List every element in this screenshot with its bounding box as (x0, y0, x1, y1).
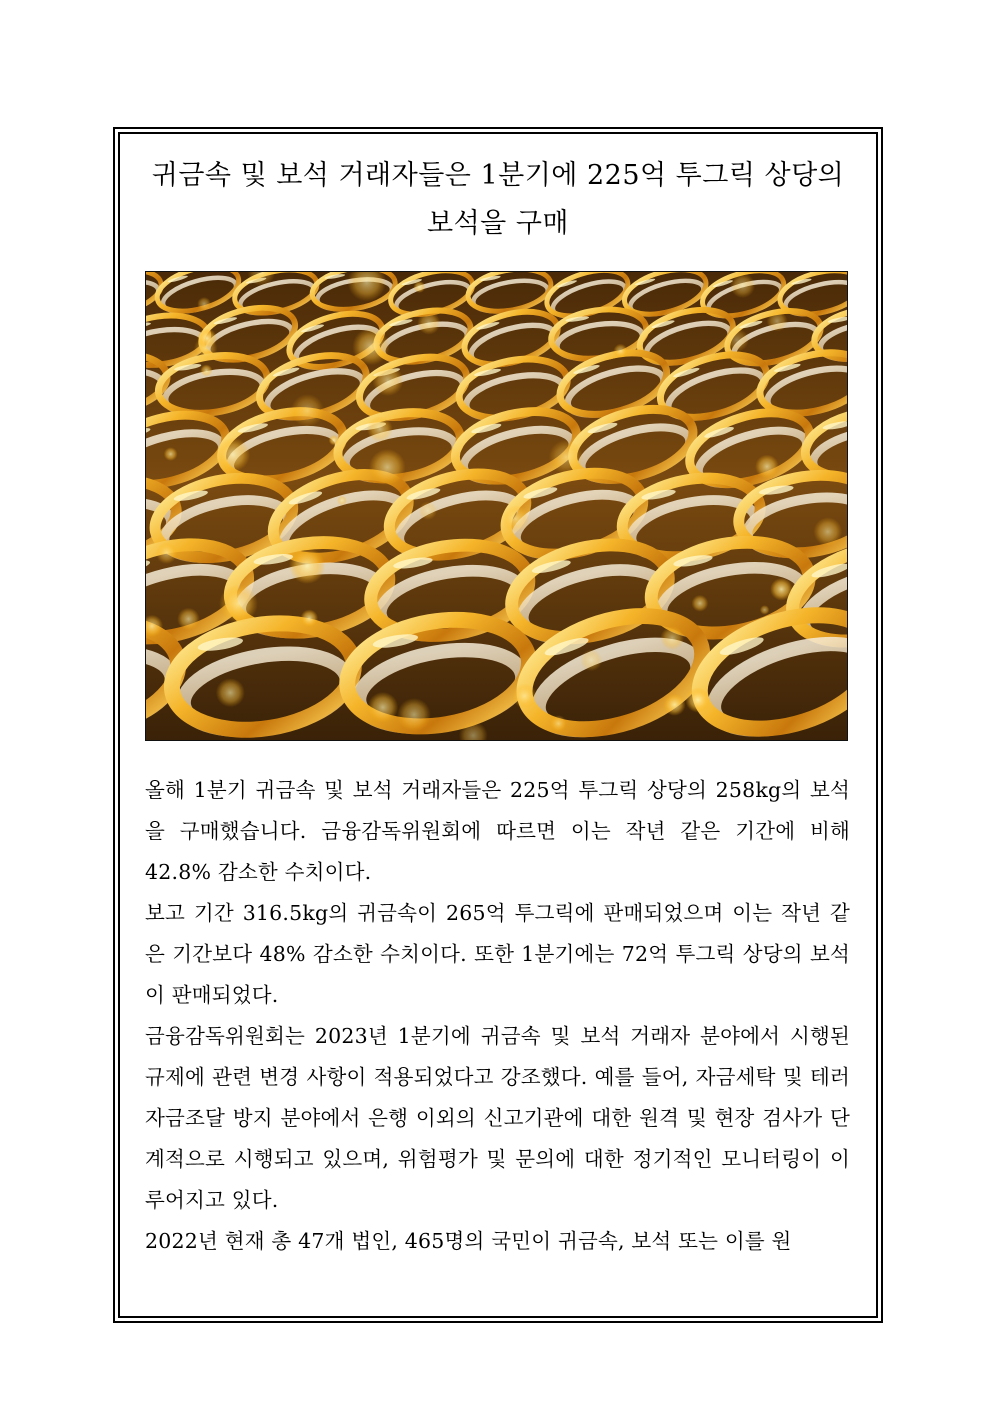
bokeh-highlight (329, 435, 339, 445)
bokeh-highlight (730, 273, 755, 298)
paragraph-1: 올해 1분기 귀금속 및 보석 거래자들은 225억 투그릭 상당의 258kg의 보석을 구매했습니다. 금융감독위원회에 따르면 이는 작년 같은 기간에 비해 42.8% 감소한 수치이다. (145, 778, 850, 884)
bokeh-highlight (502, 505, 530, 532)
paragraph-4: 2022년 현재 총 47개 법인, 465명의 국민이 귀금속, 보석 또는 이를 원 (145, 1229, 792, 1253)
bokeh-highlight (369, 449, 405, 485)
bokeh-highlight (692, 595, 709, 612)
bokeh-highlight (417, 312, 440, 335)
bokeh-highlight (291, 394, 324, 427)
bokeh-highlight (760, 605, 770, 615)
bokeh-highlight (200, 364, 212, 376)
bokeh-highlight (663, 693, 685, 715)
paragraph-2: 보고 기간 316.5kg의 귀금속이 265억 투그릭에 판매되었으며 이는 작년 같은 기간보다 48% 감소한 수치이다. 또한 1분기에는 72억 투그릭 상당의 보석이 판매되었다. (145, 901, 850, 1007)
bokeh-highlight (549, 440, 584, 474)
bokeh-highlight (550, 715, 567, 732)
title-line-2: 보석을 구매 (427, 208, 569, 239)
bokeh-highlight (685, 687, 710, 712)
paragraph-3: 금융감독위원회는 2023년 1분기에 귀금속 및 보석 거래자 분야에서 시행된 규제에 관련 변경 사항이 적용되었다고 강조했다. 예를 들어, 자금세탁 및 테러 자금조달 방지 분야에서 은행 이외의 신고기관에 대한 원격 및 현장 검사가 단계적으로 시행되고 있으며, 위험평가 및 문의에 대한 정기적인 모니터링이 이루어지고 있다. (145, 1024, 850, 1212)
bokeh-highlight (177, 608, 200, 631)
bokeh-highlight (613, 344, 627, 358)
bokeh-highlight (512, 684, 537, 709)
bokeh-highlight (289, 548, 325, 584)
article-title (118, 152, 878, 248)
bokeh-highlight (300, 609, 318, 627)
bokeh-highlight (197, 328, 217, 348)
bokeh-highlight (197, 297, 211, 311)
bokeh-highlight (413, 281, 425, 293)
bokeh-highlight (419, 501, 438, 520)
bokeh-highlight (767, 311, 788, 332)
gold-bracelets-photo (145, 271, 848, 741)
article-body (145, 770, 850, 1262)
bokeh-highlight (367, 692, 398, 723)
bokeh-highlight (660, 626, 684, 650)
bokeh-highlight (164, 447, 178, 461)
bokeh-highlight (216, 678, 245, 707)
title-line-1: 귀금속 및 보석 거래자들은 1분기에 225억 투그릭 상당의 (151, 160, 845, 191)
bokeh-highlight (755, 455, 779, 479)
bokeh-highlight (367, 416, 393, 442)
bokeh-highlight (725, 328, 749, 352)
bokeh-highlight (216, 437, 250, 471)
bokeh-highlight (372, 365, 403, 396)
bokeh-highlight (580, 649, 602, 671)
bokeh-highlight (397, 698, 431, 731)
bokeh-highlight (352, 328, 389, 365)
bokeh-highlight (219, 584, 258, 623)
bokeh-highlight (770, 578, 793, 601)
bokeh-highlight (337, 496, 347, 506)
bokeh-highlight (813, 517, 842, 546)
bokeh-highlight (156, 542, 178, 564)
